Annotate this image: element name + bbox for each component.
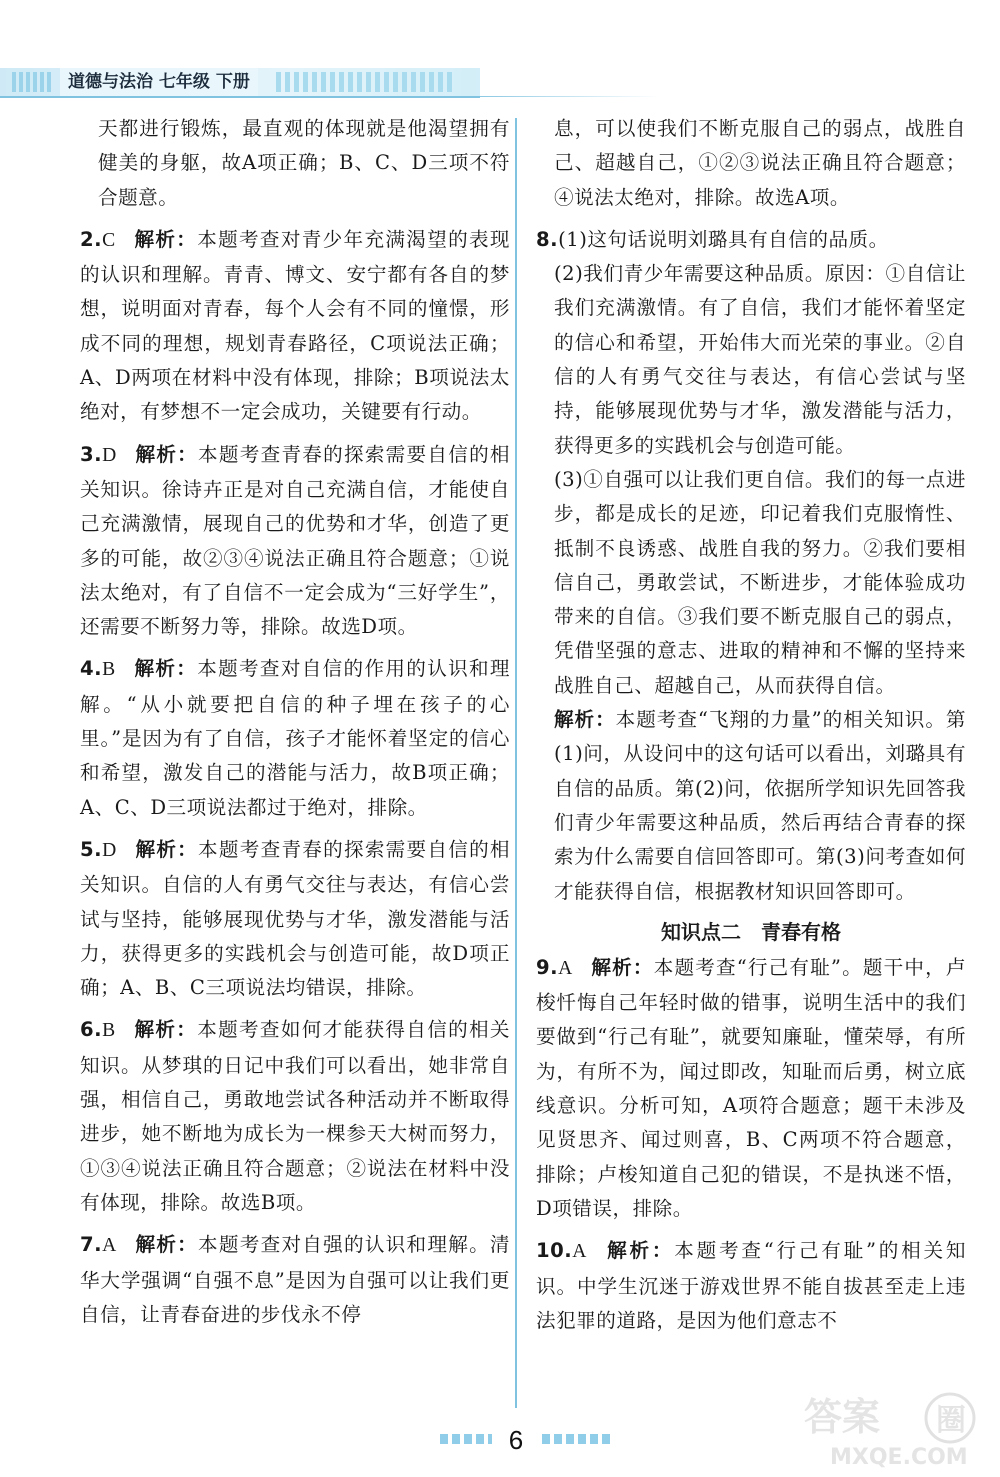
q8-analysis bbox=[536, 703, 966, 909]
question-6 bbox=[80, 1013, 510, 1220]
analysis-text: 本题考查青春的探索需要自信的相关知识。自信的人有勇气交往与表达，有信心尝试与坚持，能够展现优势与才华，激发潜能与活力，获得更多的实践机会与创造可能，故D项正确；A、B、C三项说法均错误，排除。 bbox=[80, 837, 511, 1000]
svg-text:答案: 答案 bbox=[804, 1395, 881, 1439]
section-heading: 知识点二 青春有格 bbox=[661, 919, 841, 944]
analysis-label: 解析： bbox=[134, 442, 199, 466]
header-decoration-left bbox=[12, 72, 52, 92]
question-number: 8. bbox=[536, 227, 559, 251]
analysis-label: 解析： bbox=[133, 657, 198, 681]
header-decoration-right bbox=[276, 72, 456, 92]
question-10 bbox=[536, 1234, 966, 1338]
analysis-text: 本题考查如何才能获得自信的相关知识。从梦琪的日记中我们可以看出，她非常自强，相信自己，勇敢地尝试各种活动并不断取得进步，她不断地为成长为一棵参天大树而努力，①③④说法正确且符合题意；②说法在材料中没有体现，排除。故选B项。 bbox=[80, 1018, 511, 1214]
question-number: 9. bbox=[536, 955, 559, 979]
answer-letter: A bbox=[558, 957, 573, 979]
question-number: 5. bbox=[80, 837, 103, 861]
question-4 bbox=[80, 652, 510, 824]
analysis-label: 解析： bbox=[134, 837, 199, 861]
analysis-label: 解析： bbox=[133, 1018, 198, 1042]
question-7 bbox=[80, 1228, 510, 1332]
watermark-logo bbox=[800, 1380, 990, 1470]
continued-answer: 天都进行锻炼，最直观的体现就是他渴望拥有健美的身躯，故A项正确；B、C、D三项不符合题意。 bbox=[98, 117, 510, 209]
question-5 bbox=[80, 833, 510, 1005]
answer-letter: D bbox=[102, 839, 117, 861]
analysis-text: 本题考查对青少年充满渴望的表现的认识和理解。青青、博文、安宁都有各自的梦想，说明面对青春，每个人会有不同的憧憬，形成不同的理想，规划青春路径，C项说法正确；A、D两项在材料中没有体现，排除；B项说法太绝对，有梦想不一定会成功，关键要有行动。 bbox=[80, 227, 511, 424]
answer-letter: B bbox=[102, 659, 116, 681]
page-number: 6 bbox=[508, 1425, 524, 1455]
analysis-label: 解析： bbox=[554, 708, 616, 732]
right-column bbox=[536, 112, 966, 1338]
question-number: 7. bbox=[80, 1233, 103, 1257]
left-column bbox=[80, 112, 510, 1332]
analysis-text: 本题考查对自强的认识和理解。清华大学强调“自强不息”是因为自强可以让我们更自信，让青春奋进的步伐永不停 bbox=[80, 1233, 511, 1326]
q8-part-2: (2)我们青少年需要这种品质。原因：①自信让我们充满激情。有了自信，我们才能怀着坚定的信心和希望，开始伟大而光荣的事业。②自信的人有勇气交往与表达，有信心尝试与坚持，能够展现优势与才华，激发潜能与活力，获得更多的实践机会与创造可能。 bbox=[554, 262, 966, 457]
analysis-text: 本题考查“飞翔的力量”的相关知识。第(1)问，从设问中的这句话可以看出，刘璐具有自信的品质。第(2)问，依据所学知识先回答我们青少年需要这种品质，然后再结合青春的探索为什么需要自信回答即可。第(3)问考查如何才能获得自信，根据教材知识回答即可。 bbox=[554, 708, 967, 903]
answer-letter: C bbox=[102, 229, 116, 251]
answer-letter: B bbox=[102, 1020, 116, 1042]
column-divider bbox=[515, 118, 517, 1408]
header-rule bbox=[460, 96, 660, 97]
footer-ornament-right bbox=[542, 1434, 612, 1444]
analysis-text: 本题考查青春的探索需要自信的相关知识。徐诗卉正是对自己充满自信，才能使自己充满激情，展现自己的优势和才华，创造了更多的可能，故②③④说法正确且符合题意；①说法太绝对，有了自信不一定会成为“三好学生”，还需要不断努力等，排除。故选D项。 bbox=[80, 442, 511, 639]
answer-letter: A bbox=[102, 1235, 117, 1257]
question-number: 4. bbox=[80, 657, 103, 681]
analysis-label: 解析： bbox=[133, 227, 198, 251]
book-title: 道德与法治 七年级 下册 bbox=[60, 68, 258, 96]
answer-letter: A bbox=[572, 1241, 587, 1263]
svg-text:圈: 圈 bbox=[936, 1403, 966, 1438]
footer-ornament-left bbox=[440, 1434, 492, 1444]
analysis-label: 解析： bbox=[134, 1233, 199, 1257]
answer-letter: D bbox=[102, 444, 117, 466]
question-number: 3. bbox=[80, 442, 103, 466]
question-8 bbox=[536, 223, 966, 909]
q8-part-3: (3)①自强可以让我们更自信。我们的每一点进步，都是成长的足迹，印记着我们克服惰性、抵制不良诱惑、战胜自我的努力。②我们要相信自己，勇敢尝试，不断进步，才能体验成功带来的自信。③我们要不断克服自己的弱点，凭借坚强的意志、进取的精神和不懈的坚持来战胜自己、超越自己，从而获得自信。 bbox=[554, 467, 966, 697]
analysis-text: 本题考查对自信的作用的认识和理解。“从小就要把自信的种子埋在孩子的心里。”是因为有了自信，孩子才能怀着坚定的信心和希望，激发自己的潜能与活力，故B项正确；A、C、D三项说法都过于绝对，排除。 bbox=[80, 657, 511, 819]
question-number: 10. bbox=[536, 1239, 573, 1263]
analysis-label: 解析： bbox=[590, 955, 654, 979]
question-number: 2. bbox=[80, 227, 103, 251]
question-9 bbox=[536, 951, 966, 1226]
q8-part-1: 8.(1)这句话说明刘璐具有自信的品质。 bbox=[536, 227, 889, 251]
question-number: 6. bbox=[80, 1018, 103, 1042]
continued-answer: 息，可以使我们不断克服自己的弱点，战胜自己、超越自己，①②③说法正确且符合题意；④说法太绝对，排除。故选A项。 bbox=[554, 117, 966, 209]
analysis-text: 本题考查“行己有耻”的相关知识。中学生沉迷于游戏世界不能自拔甚至走上违法犯罪的道路，是因为他们意志不 bbox=[536, 1239, 966, 1332]
svg-text:MXQE.COM: MXQE.COM bbox=[830, 1445, 968, 1470]
question-2 bbox=[80, 223, 510, 430]
question-3 bbox=[80, 438, 510, 645]
analysis-text: 本题考查“行己有耻”。题干中，卢梭忏悔自己年轻时做的错事，说明生活中的我们要做到“行己有耻”，就要知廉耻，懂荣辱，有所为，有所不为，闻过即改，知耻而后勇，树立底线意识。分析可知，A项符合题意；题干未涉及见贤思齐、闻过则喜，B、C两项不符合题意，排除；卢梭知道自己犯的错误，不是执迷不悟，D项错误，排除。 bbox=[536, 955, 967, 1220]
analysis-label: 解析： bbox=[604, 1239, 675, 1263]
